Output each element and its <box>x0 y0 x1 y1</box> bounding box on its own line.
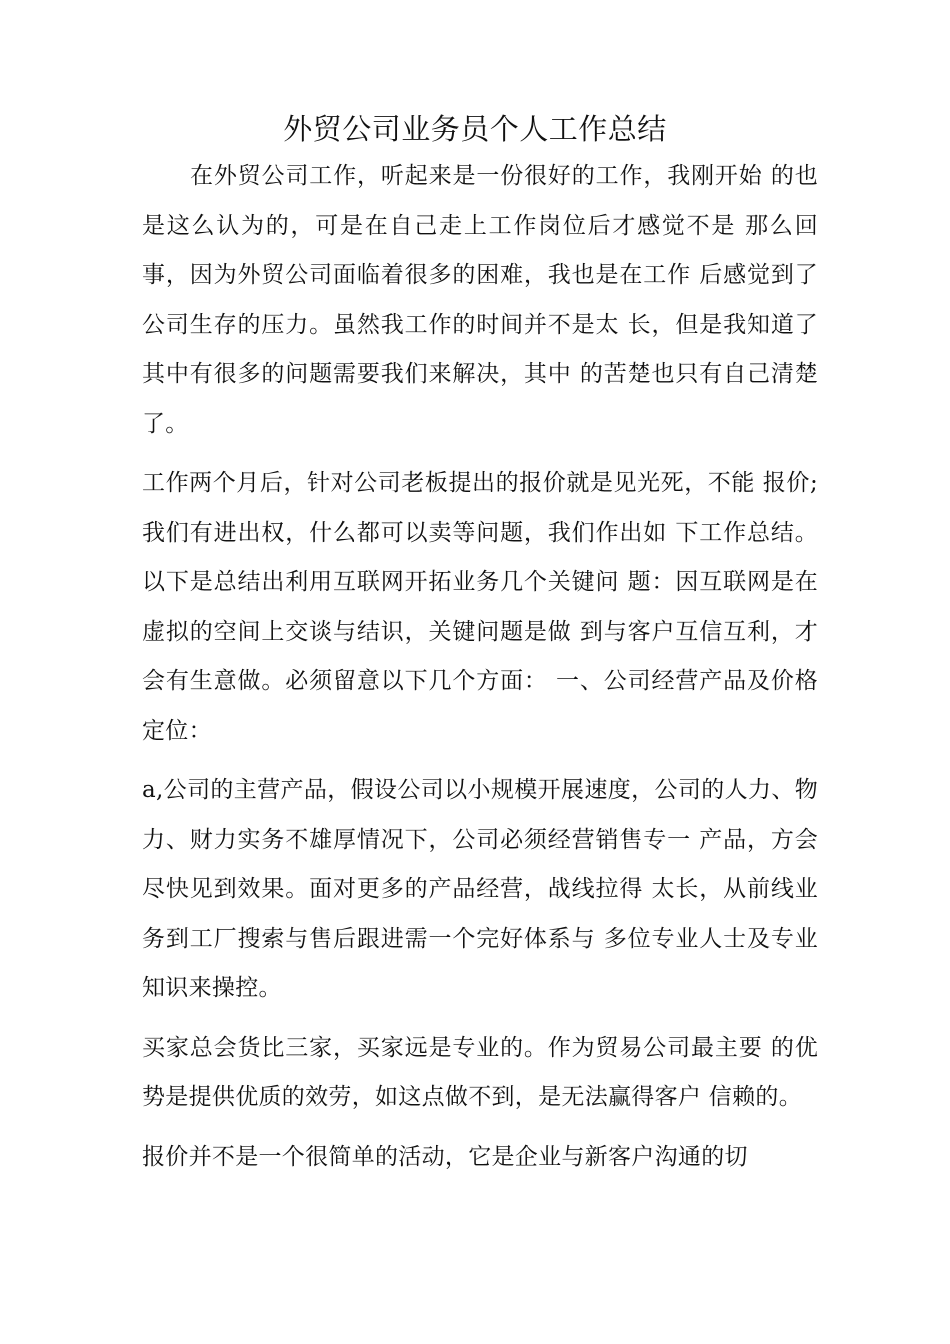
paragraph-5: 报价并不是一个很简单的活动，它是企业与新客户沟通的切 <box>142 1143 748 1170</box>
paragraph-3: a,公司的主营产品，假设公司以小规模开展速度，公司的人力、物力、财力实务不雄厚情况下，公司必须经营销售专一 产品，方会尽快见到效果。面对更多的产品经营，战线拉得 太长，从前线业务到工厂搜索与售后跟进需一个完好体系与 多位专业人士及专业知识来操控。 <box>142 777 818 1001</box>
document-body <box>142 152 818 1182</box>
document-title: 外贸公司业务员个人工作总结 <box>283 112 667 146</box>
paragraph-2: 工作两个月后，针对公司老板提出的报价就是见光死，不能 报价;我们有进出权，什么都可以卖等问题，我们作出如 下工作总结。以下是总结出利用互联网开拓业务几个关键问 题：因互联网是在虚拟的空间上交谈与结识，关键问题是做 到与客户互信互利，才会有生意做。必须留意以下几个方面： 一、公司经营产品及价格定位： <box>142 470 818 744</box>
paragraph-1: 在外贸公司工作，听起来是一份很好的工作，我刚开始 的也是这么认为的，可是在自己走上工作岗位后才感觉不是 那么回事，因为外贸公司面临着很多的困难，我也是在工作 后感觉到了公司生存的压力。虽然我工作的时间并不是太 长，但是我知道了其中有很多的问题需要我们来解决，其中 的苦楚也只有自己清楚了。 <box>142 163 818 437</box>
paragraph-4: 买家总会货比三家，买家远是专业的。作为贸易公司最主要 的优势是提供优质的效劳，如这点做不到，是无法赢得客户 信赖的。 <box>142 1034 818 1110</box>
